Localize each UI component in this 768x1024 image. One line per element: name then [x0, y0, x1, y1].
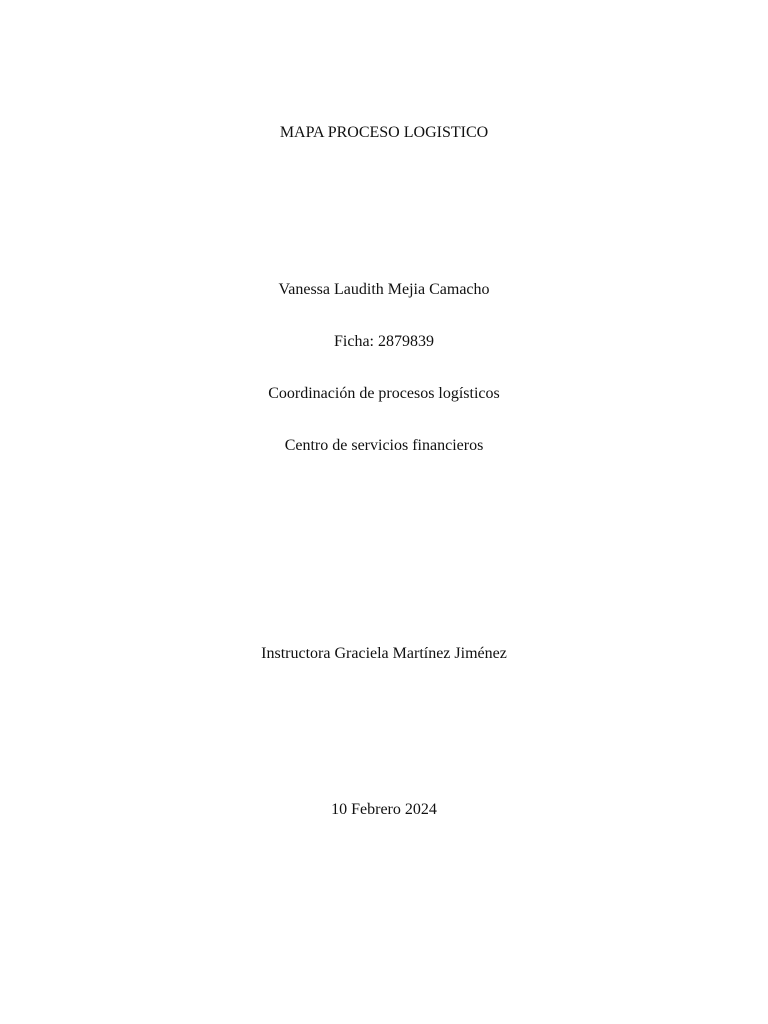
author-name: Vanessa Laudith Mejia Camacho — [278, 281, 490, 298]
instructor-name: Instructora Graciela Martínez Jiménez — [261, 645, 507, 662]
program-name: Coordinación de procesos logísticos — [268, 385, 500, 402]
center-name: Centro de servicios financieros — [284, 437, 484, 454]
document-date: 10 Febrero 2024 — [331, 801, 437, 818]
ficha-number: Ficha: 2879839 — [334, 333, 434, 350]
document-title: MAPA PROCESO LOGISTICO — [279, 124, 489, 141]
